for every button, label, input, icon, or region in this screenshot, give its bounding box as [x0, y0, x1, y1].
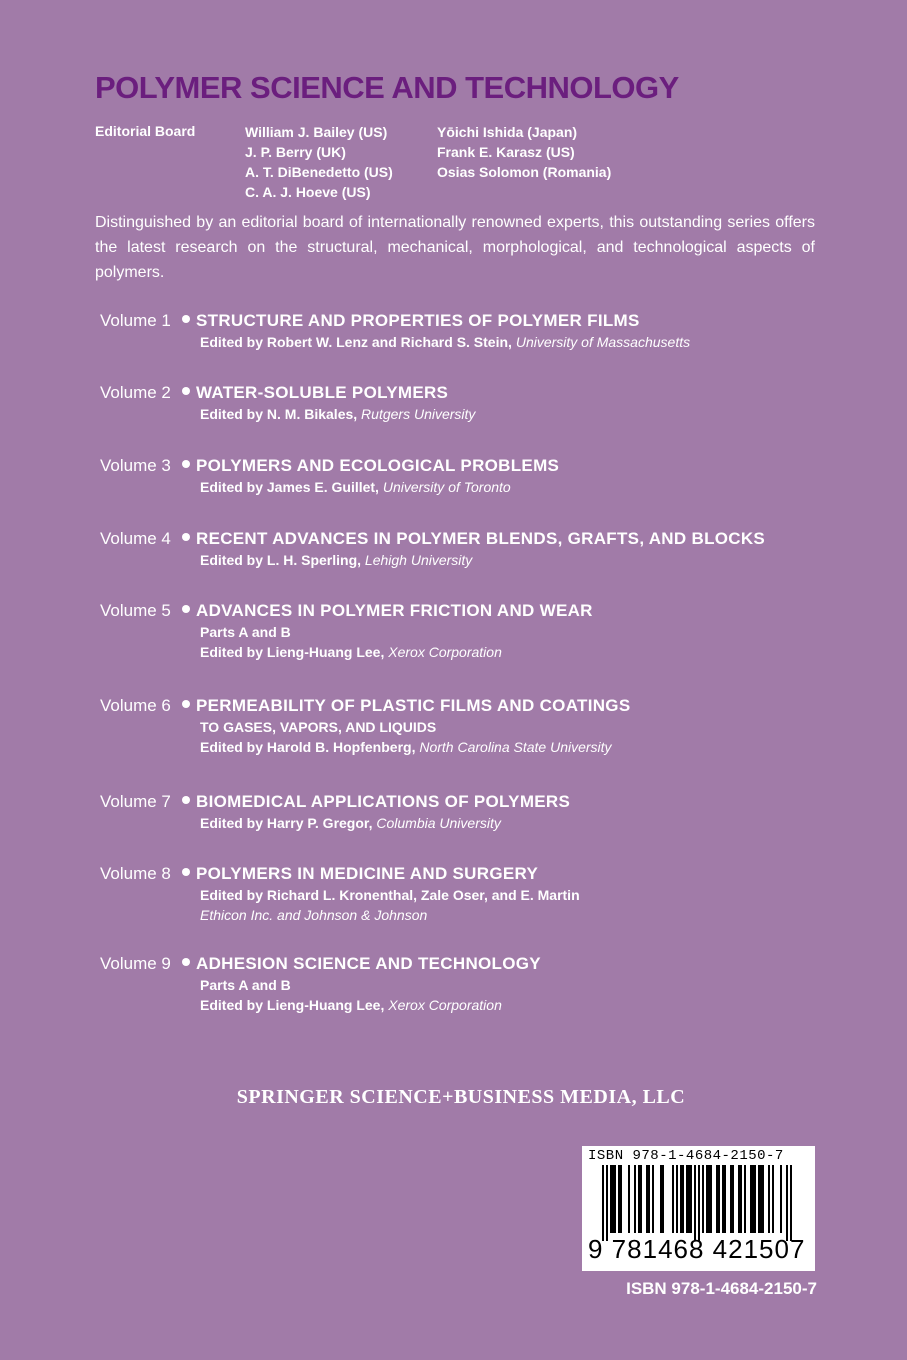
volume-subtitle: Parts A and B [200, 624, 291, 640]
volume-entry [100, 953, 860, 1015]
volume-editors: Edited by Harold B. Hopfenberg, [200, 739, 416, 755]
volume-affiliation: Lehigh University [364, 552, 473, 568]
barcode-bar [750, 1165, 752, 1233]
volume-entry [100, 863, 860, 925]
volume-title: BIOMEDICAL APPLICATIONS OF POLYMERS [196, 792, 571, 811]
barcode-bar [686, 1165, 688, 1233]
barcode-bar [688, 1165, 690, 1233]
volume-editors: Edited by Richard L. Kronenthal, Zale Oser, and E. Martin [200, 887, 580, 903]
barcode-bar [760, 1165, 762, 1233]
publisher-name: SPRINGER SCIENCE+BUSINESS MEDIA, LLC [236, 1086, 686, 1108]
volume-affiliation: Rutgers University [361, 406, 476, 422]
barcode [582, 1146, 815, 1271]
series-title: POLYMER SCIENCE AND TECHNOLOGY [95, 70, 679, 105]
barcode-bar [610, 1165, 612, 1233]
volume-number: Volume 6 [100, 696, 171, 715]
barcode-bar [708, 1165, 710, 1233]
barcode-bar [780, 1165, 782, 1233]
bullet-icon [182, 460, 190, 468]
board-member: Yōichi Ishida (Japan) [437, 124, 578, 140]
editorial-board-column-2 [437, 122, 611, 182]
barcode-bar [672, 1165, 674, 1233]
volume-affiliation: Xerox Corporation [388, 997, 502, 1013]
barcode-bar [602, 1165, 604, 1241]
volume-editors: Edited by L. H. Sperling, [200, 552, 362, 568]
volume-entry [100, 382, 860, 424]
barcode-bar [662, 1165, 664, 1233]
volume-affiliation: Xerox Corporation [388, 644, 502, 660]
bullet-icon [182, 315, 190, 323]
volume-editors: Edited by Harry P. Gregor, [200, 815, 373, 831]
barcode-bar [646, 1165, 648, 1233]
volume-subtitle: Parts A and B [200, 977, 291, 993]
volume-number: Volume 2 [100, 383, 171, 402]
barcode-bar [722, 1165, 724, 1233]
barcode-bar [706, 1165, 708, 1233]
editorial-board-column-1 [245, 122, 393, 202]
volume-title: PERMEABILITY OF PLASTIC FILMS AND COATINGS [196, 696, 631, 715]
volume-entry [100, 695, 860, 757]
barcode-bar [690, 1165, 692, 1233]
barcode-bar [716, 1165, 718, 1233]
barcode-bar [640, 1165, 642, 1233]
volume-title: POLYMERS IN MEDICINE AND SURGERY [196, 864, 539, 883]
barcode-bar [744, 1165, 746, 1233]
barcode-bar [614, 1165, 616, 1233]
barcode-bars [602, 1165, 798, 1241]
volume-title: STRUCTURE AND PROPERTIES OF POLYMER FILMS [196, 311, 640, 330]
volume-number: Volume 7 [100, 792, 171, 811]
bullet-icon [182, 700, 190, 708]
volume-entry [100, 310, 860, 352]
barcode-isbn-text: ISBN 978-1-4684-2150-7 [588, 1148, 784, 1164]
volume-number: Volume 5 [100, 601, 171, 620]
bullet-icon [182, 533, 190, 541]
bullet-icon [182, 958, 190, 966]
volume-affiliation: Columbia University [376, 815, 501, 831]
series-description: Distinguished by an editorial board of internationally renowned experts, this outstanding series offers the latest research on the structural, mechanical, morphological, and technological aspects of polymers. [95, 214, 815, 281]
bullet-icon [182, 387, 190, 395]
volume-number: Volume 8 [100, 864, 171, 883]
board-member: C. A. J. Hoeve (US) [245, 184, 371, 200]
barcode-bar [730, 1165, 732, 1233]
volume-title: ADVANCES IN POLYMER FRICTION AND WEAR [196, 601, 593, 620]
barcode-bar [786, 1165, 788, 1241]
barcode-bar [790, 1165, 792, 1241]
barcode-bar [606, 1165, 608, 1241]
barcode-bar [740, 1165, 742, 1233]
board-member: Osias Solomon (Romania) [437, 164, 612, 180]
volume-entry [100, 528, 860, 570]
volume-entry [100, 600, 860, 662]
volume-editors: Edited by Lieng-Huang Lee, [200, 644, 385, 660]
barcode-bar [680, 1165, 682, 1233]
volume-title: RECENT ADVANCES IN POLYMER BLENDS, GRAFTS, AND BLOCKS [196, 529, 766, 548]
volume-editors: Edited by James E. Guillet, [200, 479, 379, 495]
barcode-bar [724, 1165, 726, 1233]
barcode-bar [648, 1165, 650, 1233]
barcode-bar [620, 1165, 622, 1233]
barcode-bar [676, 1165, 678, 1233]
volume-entry [100, 455, 860, 497]
volume-editors: Edited by N. M. Bikales, [200, 406, 358, 422]
barcode-bar [710, 1165, 712, 1233]
volume-number: Volume 3 [100, 456, 171, 475]
volume-title: WATER-SOLUBLE POLYMERS [196, 383, 449, 402]
barcode-bar [634, 1165, 636, 1233]
volume-subtitle: TO GASES, VAPORS, AND LIQUIDS [200, 719, 437, 735]
barcode-bar [754, 1165, 756, 1233]
barcode-bar [762, 1165, 764, 1233]
barcode-bar [660, 1165, 662, 1233]
barcode-bar [612, 1165, 614, 1233]
board-member: A. T. DiBenedetto (US) [245, 164, 393, 180]
barcode-bar [682, 1165, 684, 1233]
barcode-bar [638, 1165, 640, 1233]
barcode-bar [652, 1165, 654, 1233]
barcode-bar [768, 1165, 770, 1233]
bullet-icon [182, 605, 190, 613]
volume-title: POLYMERS AND ECOLOGICAL PROBLEMS [196, 456, 560, 475]
volume-number: Volume 4 [100, 529, 171, 548]
barcode-bar [738, 1165, 740, 1233]
barcode-bar [618, 1165, 620, 1233]
barcode-bar [752, 1165, 754, 1233]
board-member: William J. Bailey (US) [245, 124, 388, 140]
barcode-bar [698, 1165, 700, 1241]
isbn-number: ISBN 978-1-4684-2150-7 [626, 1279, 817, 1298]
editorial-board-label: Editorial Board [95, 123, 196, 139]
volume-number: Volume 9 [100, 954, 171, 973]
volume-affiliation: University of Massachusetts [515, 334, 691, 350]
volume-affiliation: North Carolina State University [419, 739, 612, 755]
volume-editors: Edited by Lieng-Huang Lee, [200, 997, 385, 1013]
barcode-bar [732, 1165, 734, 1233]
barcode-bar [694, 1165, 696, 1241]
barcode-bar [702, 1165, 704, 1233]
barcode-bar [718, 1165, 720, 1233]
volume-title: ADHESION SCIENCE AND TECHNOLOGY [196, 954, 541, 973]
volume-affiliation: University of Toronto [382, 479, 511, 495]
volume-affiliation: Ethicon Inc. and Johnson & Johnson [200, 907, 428, 923]
barcode-bar [772, 1165, 774, 1233]
board-member: Frank E. Karasz (US) [437, 144, 575, 160]
bullet-icon [182, 796, 190, 804]
barcode-bar [628, 1165, 630, 1233]
board-member: J. P. Berry (UK) [245, 144, 346, 160]
bullet-icon [182, 868, 190, 876]
volume-editors: Edited by Robert W. Lenz and Richard S. Stein, [200, 334, 512, 350]
barcode-bar [758, 1165, 760, 1233]
volume-number: Volume 1 [100, 311, 171, 330]
barcode-digits: 9 781468 421507 [588, 1234, 806, 1264]
volume-entry [100, 791, 860, 833]
